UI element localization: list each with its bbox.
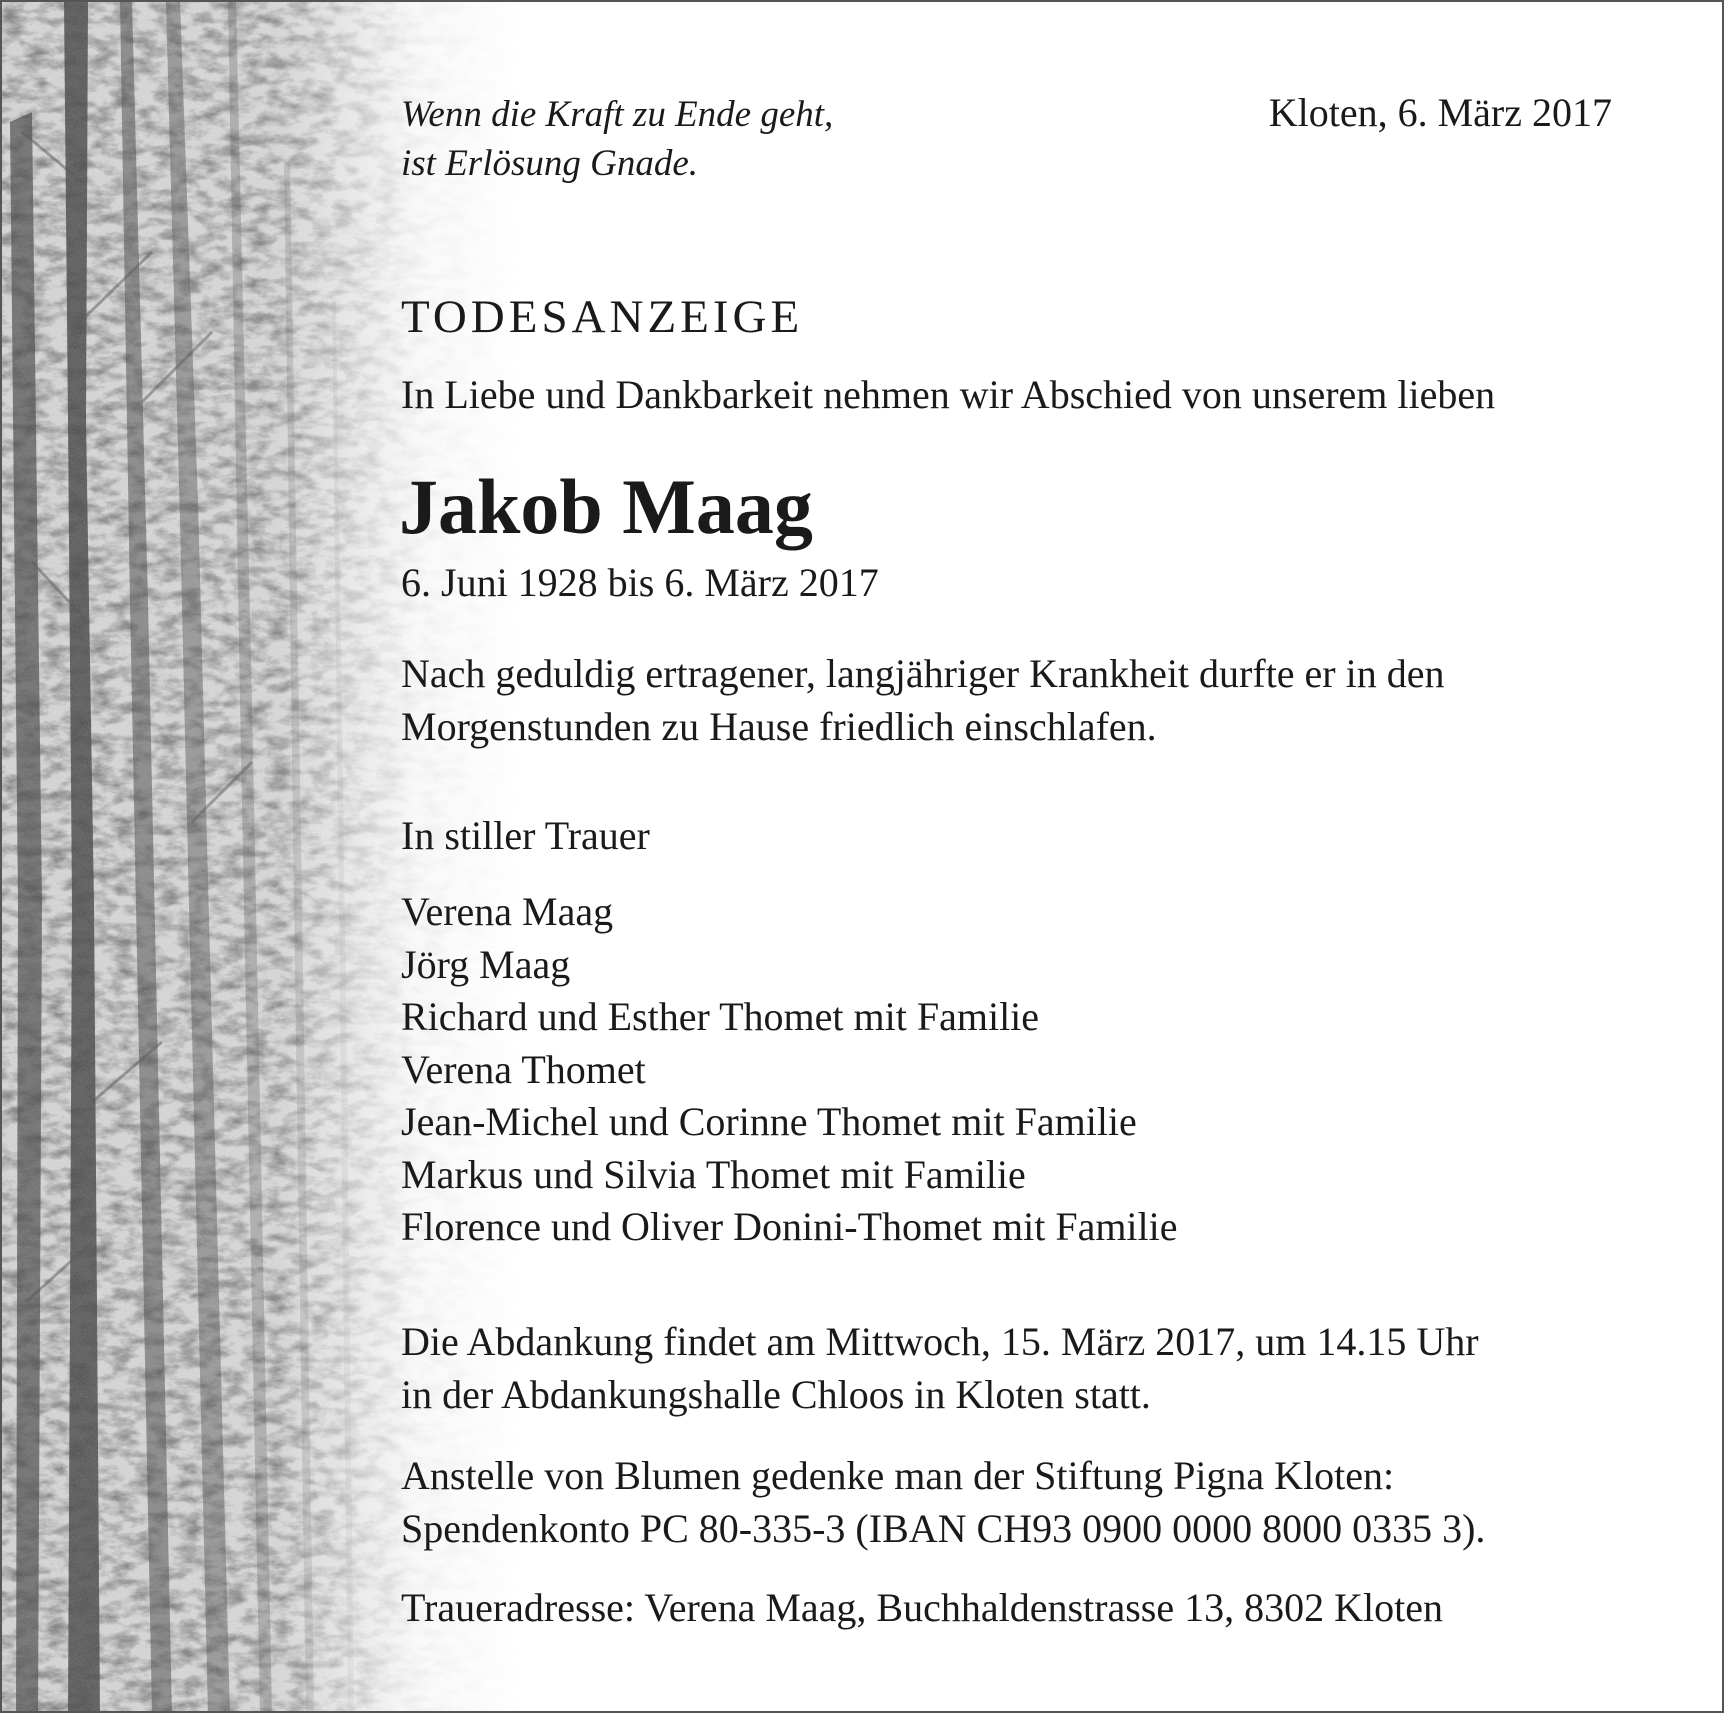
mourner-item: Verena Thomet — [401, 1046, 646, 1092]
passing-line: Morgenstunden zu Hause friedlich einschlafen. — [401, 704, 1157, 749]
motto-quote — [401, 90, 833, 188]
service-details — [401, 1315, 1479, 1421]
notice-content — [2, 2, 1724, 1713]
service-line: in der Abdankungshalle Chloos in Kloten statt. — [401, 1372, 1151, 1417]
deceased-name: Jakob Maag — [399, 463, 813, 550]
donation-details — [401, 1449, 1485, 1555]
donation-line: Spendenkonto PC 80-335-3 (IBAN CH93 0900 0000 8000 0335 3). — [401, 1506, 1486, 1551]
mourner-item: Jean-Michel und Corinne Thomet mit Familie — [401, 1099, 1137, 1144]
mourner-item: Richard und Esther Thomet mit Familie — [401, 994, 1040, 1039]
service-line: Die Abdankung findet am Mittwoch, 15. März 2017, um 14.15 Uhr — [401, 1319, 1479, 1364]
motto-line: ist Erlösung Gnade. — [401, 143, 699, 184]
place-date: Kloten, 6. März 2017 — [1268, 90, 1612, 135]
passing-line: Nach geduldig ertragener, langjähriger Krankheit durfte er in den — [401, 651, 1445, 696]
mourner-item: Florence und Oliver Donini-Thomet mit Familie — [401, 1204, 1178, 1249]
mourner-item: Verena Maag — [401, 889, 614, 934]
mourner-item: Markus und Silvia Thomet mit Familie — [401, 1151, 1026, 1197]
motto-line: Wenn die Kraft zu Ende geht, — [401, 94, 834, 135]
lifespan-dates: 6. Juni 1928 bis 6. März 2017 — [401, 560, 879, 605]
mourner-item: Jörg Maag — [401, 941, 571, 987]
mourners-list — [401, 886, 1178, 1254]
notice-heading: TODESANZEIGE — [401, 291, 804, 343]
mourning-title: In stiller Trauer — [401, 813, 650, 858]
mourning-address: Traueradresse: Verena Maag, Buchhaldenstrasse 13, 8302 Kloten — [401, 1585, 1443, 1630]
passing-text — [401, 647, 1445, 753]
donation-line: Anstelle von Blumen gedenke man der Stiftung Pigna Kloten: — [401, 1453, 1395, 1498]
intro-text: In Liebe und Dankbarkeit nehmen wir Abschied von unserem lieben — [401, 372, 1496, 417]
